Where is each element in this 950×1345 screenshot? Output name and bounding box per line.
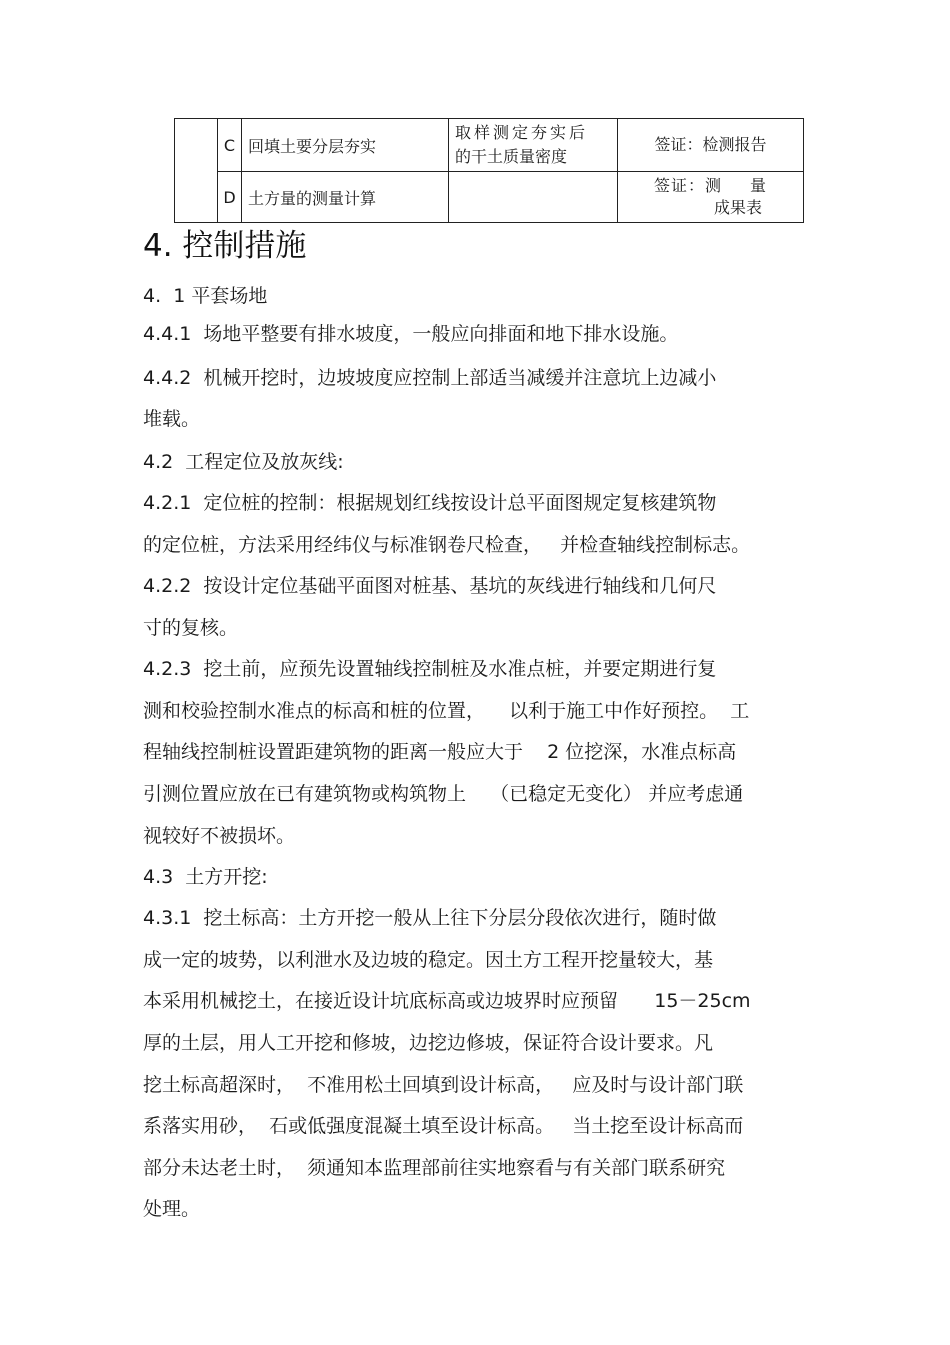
row-letter: C xyxy=(218,119,242,172)
text-line: 挖土标高超深时， 不准用松土回填到设计标高， 应及时与设计部门联 xyxy=(143,1074,744,1096)
check-record-part: 量 xyxy=(750,176,768,195)
text-line: 4.2.3 挖土前，应预先设置轴线控制桩及水准点桩，并要定期进行复 xyxy=(143,658,717,680)
check-method-line: 的干土质量密度 xyxy=(455,147,568,166)
text-line: 本采用机械挖土，在接近设计坑底标高或边坡界时应预留 15－25cm xyxy=(143,990,751,1012)
text-line: 成一定的坡势，以利泄水及边坡的稳定。因土方工程开挖量较大，基 xyxy=(143,949,714,971)
text-line: 部分未达老土时， 须通知本监理部前往实地察看与有关部门联系研究 xyxy=(143,1157,726,1179)
text-line: 堆载。 xyxy=(143,408,201,430)
check-item: 回填土要分层夯实 xyxy=(242,119,449,172)
text-line: 4.4.1 场地平整要有排水坡度，一般应向排面和地下排水设施。 xyxy=(143,323,679,345)
check-record-line: 成果表 xyxy=(714,198,763,217)
check-record xyxy=(618,172,804,223)
check-record-part: 签证：测 xyxy=(654,176,723,195)
text-line: 处理。 xyxy=(143,1198,201,1220)
text-line: 4.2 工程定位及放灰线: xyxy=(143,451,344,473)
row-letter: D xyxy=(218,172,242,223)
check-record xyxy=(618,119,804,172)
check-method xyxy=(449,119,618,172)
merged-category-cell xyxy=(175,119,218,223)
inspection-table xyxy=(174,118,804,223)
check-record-line: 签证：检测报告 xyxy=(654,135,767,154)
check-method-line: 取样测定夯实后 xyxy=(455,123,589,142)
text-line: 4.4.2 机械开挖时，边坡坡度应控制上部适当减缓并注意坑上边减小 xyxy=(143,367,717,389)
text-line: 程轴线控制桩设置距建筑物的距离一般应大于 2 位挖深，水准点标高 xyxy=(143,741,737,763)
text-line: 4.3.1 挖土标高：土方开挖一般从上往下分层分段依次进行，随时做 xyxy=(143,907,717,929)
text-line: 系落实用砂， 石或低强度混凝土填至设计标高。 当土挖至设计标高而 xyxy=(143,1115,744,1137)
check-record-line xyxy=(654,175,803,197)
section-heading: 4. 控制措施 xyxy=(143,228,307,264)
text-line: 4.3 土方开挖: xyxy=(143,866,268,888)
check-item: 土方量的测量计算 xyxy=(242,172,449,223)
text-line: 寸的复核。 xyxy=(143,617,239,639)
text-line: 4.2.2 按设计定位基础平面图对桩基、基坑的灰线进行轴线和几何尺 xyxy=(143,575,717,597)
text-line: 视较好不被损坏。 xyxy=(143,825,296,847)
check-method xyxy=(449,172,618,223)
text-line: 4. 1 平套场地 xyxy=(143,285,268,307)
text-line: 测和校验控制水准点的标高和桩的位置， 以利于施工中作好预控。 工 xyxy=(143,700,750,722)
text-line: 厚的土层，用人工开挖和修坡，边挖边修坡，保证符合设计要求。凡 xyxy=(143,1032,714,1054)
table-row xyxy=(175,119,804,172)
text-line: 4.2.1 定位桩的控制：根据规划红线按设计总平面图规定复核建筑物 xyxy=(143,492,717,514)
text-line: 的定位桩，方法采用经纬仪与标准钢卷尺检查， 并检查轴线控制标志。 xyxy=(143,534,751,556)
text-line: 引测位置应放在已有建筑物或构筑物上 （已稳定无变化） 并应考虑通 xyxy=(143,783,744,805)
table-row xyxy=(175,172,804,223)
